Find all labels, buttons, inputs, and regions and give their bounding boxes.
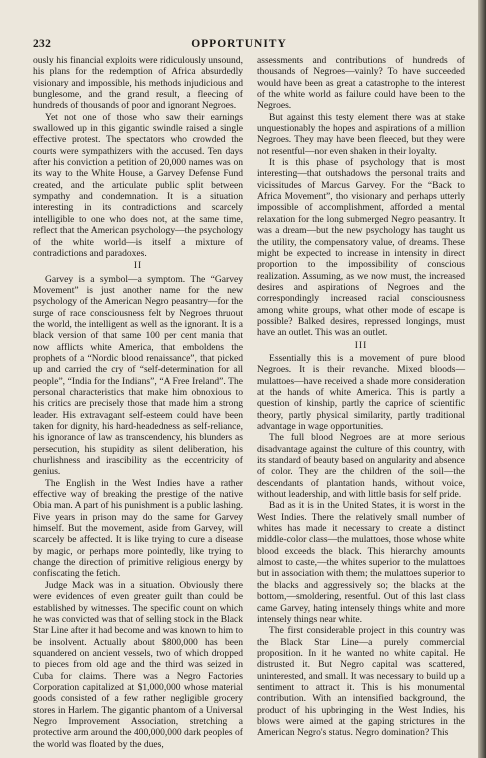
page-number: 232 [33, 38, 52, 50]
paragraph: It is this phase of psychology that is most interesting—that outshadows the personal traits and vicissitudes of Marcus Garvey. For the “Back to Africa Movement”, tho visionary and perhaps utterly impossible of accomplishment, afforded a mental relaxation for the long submerged Negro peasantry. It was a dream—but the new psychology has taught us the utility, the compensatory value, of dreams. These might be expected to increase in intensity in direct proportion to the impossibility of conscious realization. Assuming, as we now must, the increased desires and aspirations of Negroes and the correspondingly increased racial consciousness among white groups, what other mode of escape is possible? Balked desires, repressed longings, must have an outlet. This was an outlet. [257, 157, 465, 339]
paragraph: Bad as it is in the United States, it is worst in the West Indies. There the relatively small number of whites has made it necessary to create a distinct middle-color class—the mulattoes, those whose white blood exceeds the black. This hierarchy amounts almost to caste,—the whites superior to the mulattoes but in association with them; the mulattoes superior to the blacks and aggressively so; the blacks at the bottom,—smoldering, resentful. Out of this last class came Garvey, hating intensely things white and more intensely things near white. [257, 500, 465, 625]
paragraph: Judge Mack was in a situation. Obviously there were evidences of even greater guilt than could be established by witnesses. The specific count on which he was convicted was that of selling stock in the Black Star Line after it had become and was known to him to be insolvent. Actually about $800,000 has been squandered on ancient vessels, two of which dropped to pieces from old age and the third was seized in Cuba for claims. There was a Negro Factories Corporation capitalized at $1,000,000 whose material goods consisted of a few rather negligible grocery stores in Harlem. The gigantic phantom of a Universal Negro Improvement Association, stretching a protective arm around the 400,000,000 dark peoples of the world was floated by the dues, [33, 579, 243, 750]
paragraph: ously his financial exploits were ridiculously unsound, his plans for the redemption of Africa absurdedly visionary and impossible, his methods injudicious and bunglesome, and the grand result, a fleecing of hundreds of thousands of poor and ignorant Negroes. [33, 55, 243, 112]
running-title: OPPORTUNITY [191, 38, 287, 50]
paragraph: The full blood Negroes are at more serious disadvantage against the culture of this country, with its standard of beauty based on angularity and absence of color. They are the children of the soil—the descendants of plantation hands, without voice, without leadership, and with little basis for self pride. [257, 432, 465, 501]
paragraph: Essentially this is a movement of pure blood Negroes. It is their revanche. Mixed bloods—mulattoes—have received a shade more consideration at the hands of white America. This is partly a question of kinship, partly the caprice of scientific theory, partly physical similarity, partly traditional advantage in wage opportunities. [257, 352, 465, 432]
paragraph: The English in the West Indies have a rather effective way of breaking the prestige of the native Obia man. A part of his punishment is a public lashing. Five years in prison may do the same for Garvey himself. But the movement, aside from Garvey, will scarcely be affected. It is like trying to cure a disease by magic, or perhaps more pointedly, like trying to change the direction of primitive religious energy by confiscating the fetich. [33, 477, 244, 580]
paragraph: But against this testy element there was at stake unquestionably the hopes and aspirations of a million Negroes. They may have been fleeced, but they were not resentful—nor even shaken in their loyalty. [257, 111, 465, 157]
paragraph: assessments and contributions of hundreds of thousands of Negroes—vainly? To have succeeded would have been as great a catastrophe to the interest of the white world as failure could have been to the Negroes. [257, 55, 465, 112]
paragraph: Yet not one of those who saw their earnings swallowed up in this gigantic swindle raised a single effective protest. The spectators who crowded the courts were sympathizers with the accused. Ten days after his conviction a petition of 20,000 names was on its way to the White House, a Garvey Defense Fund created, and the articulate public split between sympathy and condemnation. It is a situation interesting in its contradictions and scarcely intelligible to one who does not, at the same time, reflect that the American psychology—the psychology of the white world—is itself a mixture of contradictions and paradoxes. [33, 111, 243, 259]
paragraph: Garvey is a symbol—a symptom. The “Garvey Movement” is just another name for the new psychology of the American Negro peasantry—for the surge of race consciousness felt by Negroes thruout the world, the intelligent as well as the ignorant. It is a black version of that same 100 per cent mania that now afflicts white America, that emboldens the prophets of a “Nordic blood renaissance”, that picked up and carried the cry of “self-determination for all people”, “India for the Indians”, “A Free Ireland”. The personal characteristics that make him obnoxious to his critics are precisely those that made him a strong leader. His extravagant self-esteem could have been taken for dignity, his hard-headedness as self-reliance, his ignorance of law as transcendency, his blunders as persecution, his stupidity as silent deliberation, his churlishness and irascibility as the eccentricity of genius. [33, 273, 243, 478]
page-edge [478, 0, 486, 758]
paragraph: The first considerable project in this country was the Black Star Line—a purely commercial proposition. In it he wanted no white capital. He distrusted it. But Negro capital was scattered, uninterested, and small. It was necessary to build up a sentiment to attract it. This is his monumental contribution. With an intensified background, the product of his upbringing in the West Indies, his blows were aimed at the gaping strictures in the American Negro's status. Negro domination? This [257, 625, 465, 739]
section-number: III [354, 340, 368, 351]
left-column [33, 55, 243, 755]
section-number: II [133, 261, 143, 272]
page-header [0, 38, 478, 52]
right-column [257, 55, 465, 755]
